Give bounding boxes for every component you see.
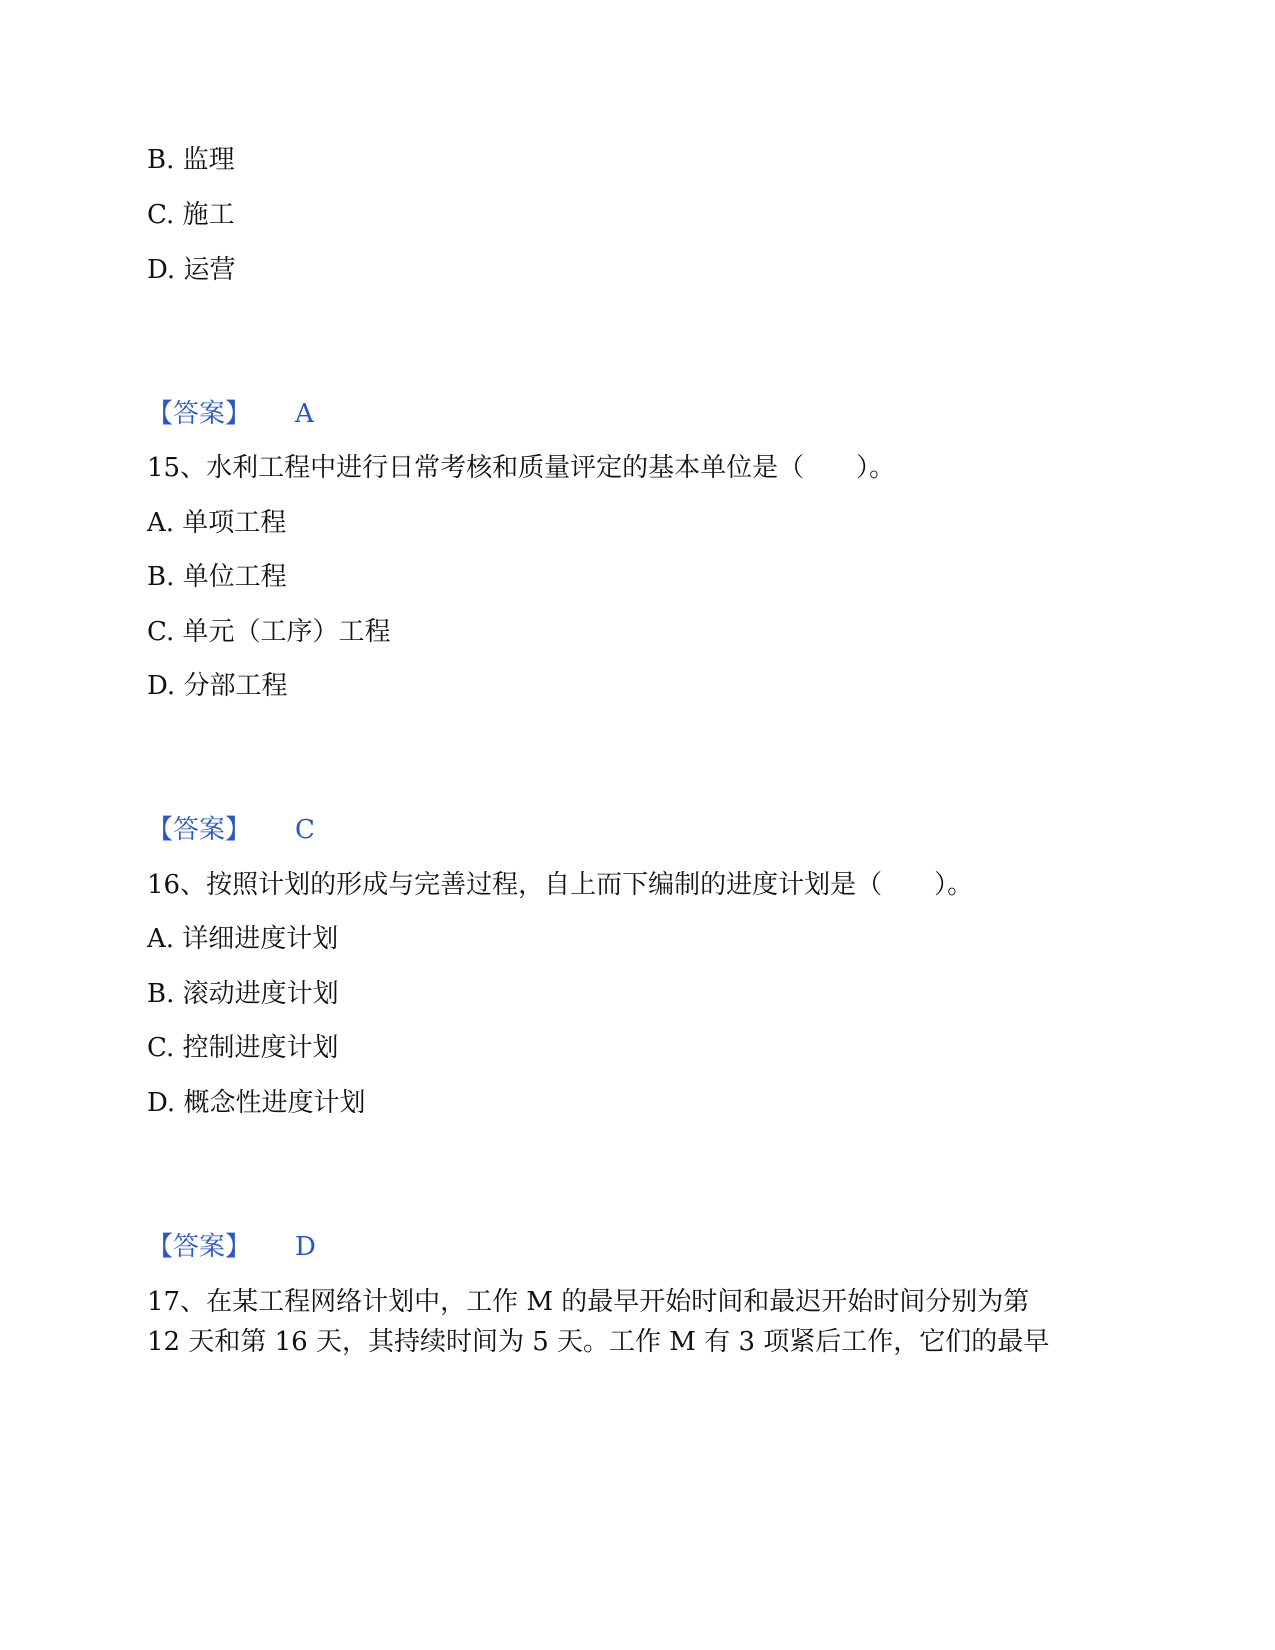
option-b: B. 监理 [147, 145, 235, 175]
question-16-answer [147, 1231, 316, 1263]
question-15-option-b: B. 单位工程 [147, 562, 287, 592]
option-c: C. 施工 [147, 200, 235, 230]
answer-value: A [295, 399, 314, 429]
answer-value: D [295, 1232, 316, 1262]
question-16-option-c: C. 控制进度计划 [147, 1033, 339, 1063]
option-d: D. 运营 [147, 255, 236, 285]
question-16-option-d: D. 概念性进度计划 [147, 1088, 366, 1118]
answer-tag: 【答案】 [147, 815, 252, 845]
question-15-option-c: C. 单元（工序）工程 [147, 617, 391, 647]
answer-value: C [295, 815, 315, 845]
question-17-stem-line-1: 17、在某工程网络计划中，工作 M 的最早开始时间和最迟开始时间分别为第 [147, 1287, 1030, 1317]
question-16-option-b: B. 滚动进度计划 [147, 979, 339, 1009]
answer-tag: 【答案】 [147, 1232, 252, 1262]
question-17-stem-line-2: 12 天和第 16 天，其持续时间为 5 天。工作 M 有 3 项紧后工作，它们的最早 [147, 1327, 1050, 1357]
answer-line [147, 398, 314, 430]
question-15-stem: 15、水利工程中进行日常考核和质量评定的基本单位是（ ）。 [147, 453, 896, 483]
question-16-stem: 16、按照计划的形成与完善过程，自上而下编制的进度计划是（ ）。 [147, 870, 974, 900]
answer-tag: 【答案】 [147, 399, 252, 429]
question-15-option-a: A. 单项工程 [147, 508, 287, 538]
question-15-option-d: D. 分部工程 [147, 671, 288, 701]
question-15-answer [147, 814, 315, 846]
question-16-option-a: A. 详细进度计划 [147, 924, 339, 954]
